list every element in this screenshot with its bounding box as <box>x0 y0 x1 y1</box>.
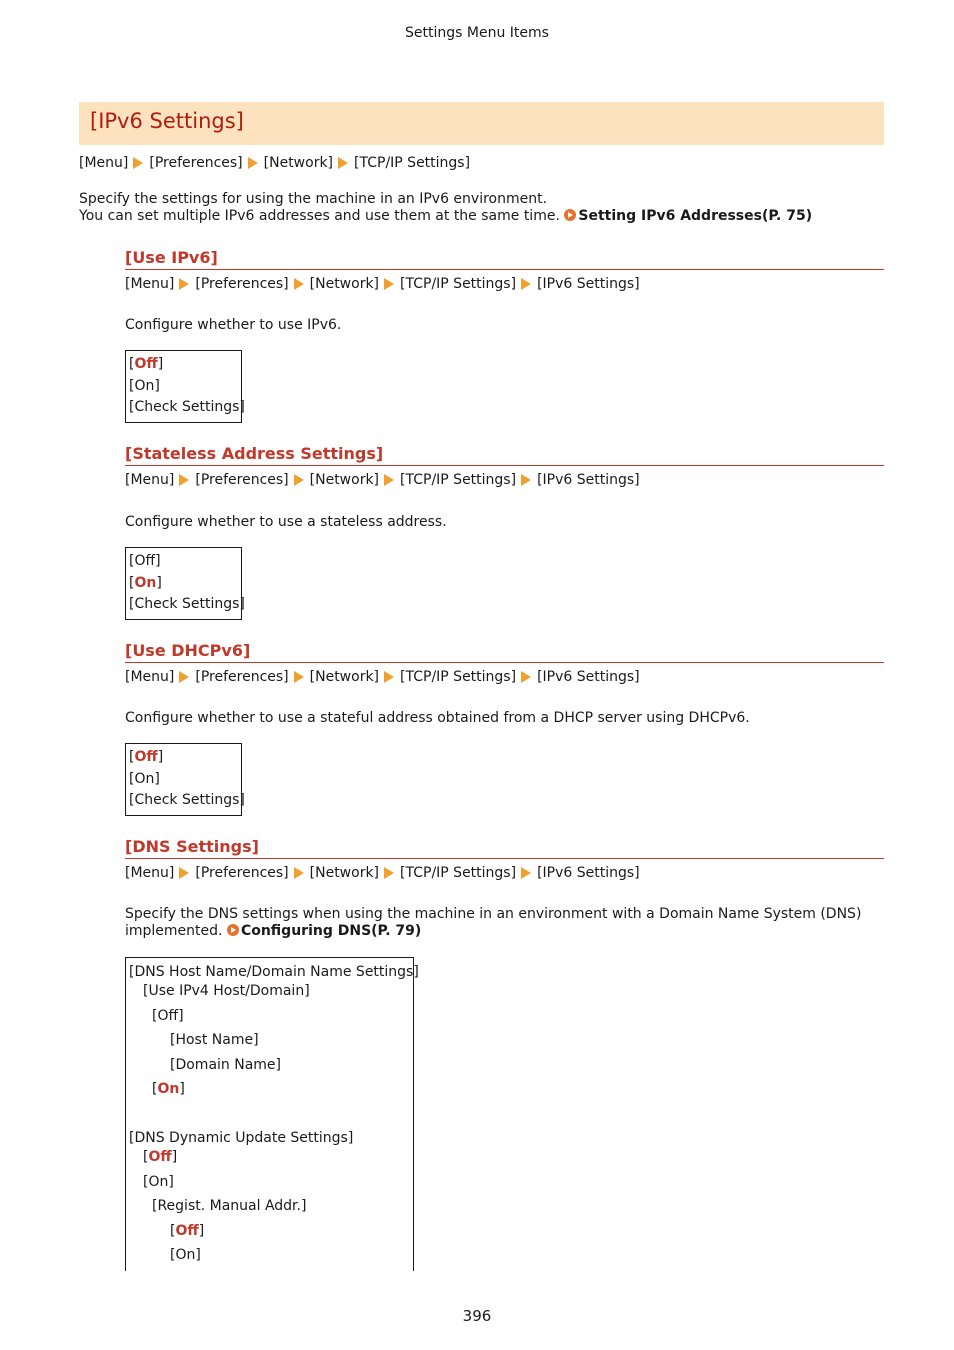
breadcrumb-tcpip: [TCP/IP Settings] <box>400 865 517 881</box>
section-title: [DNS Settings] <box>125 837 259 856</box>
breadcrumb-ipv6: [IPv6 Settings] <box>537 472 640 488</box>
breadcrumb-menu: [Menu] <box>125 276 175 292</box>
section-title: [Use DHCPv6] <box>125 641 251 660</box>
intro-line-2-text: You can set multiple IPv6 addresses and use them at the same time. <box>79 208 560 224</box>
configuring-dns-link[interactable] <box>227 923 421 939</box>
breadcrumb-network: [Network] <box>309 472 380 488</box>
section-title: [Stateless Address Settings] <box>125 444 384 463</box>
option-domain-name: [Domain Name] <box>170 1057 282 1073</box>
breadcrumb-network: [Network] <box>309 669 380 685</box>
breadcrumb-network: [Network] <box>263 155 334 171</box>
dns-dynamic-update-settings: [DNS Dynamic Update Settings] <box>129 1130 354 1146</box>
option-check-settings: [Check Settings] <box>129 792 245 808</box>
setting-ipv6-addresses-link[interactable] <box>564 208 812 224</box>
page-title: [IPv6 Settings] <box>90 109 244 133</box>
option-off-default: [Off] <box>129 356 164 372</box>
option-off: [Off] <box>152 1008 184 1024</box>
breadcrumb-network: [Network] <box>309 276 380 292</box>
options-box <box>125 547 245 620</box>
section-description: Configure whether to use a stateless address. <box>125 514 447 530</box>
option-host-name: [Host Name] <box>170 1032 259 1048</box>
option-off-default: [Off] <box>143 1149 178 1165</box>
section-description <box>125 906 861 940</box>
breadcrumb-arrow-icon <box>521 671 531 683</box>
breadcrumb-tcpip: [TCP/IP Settings] <box>354 155 471 171</box>
running-header: Settings Menu Items <box>405 25 549 41</box>
option-off: [Off] <box>129 553 161 569</box>
regist-manual-addr: [Regist. Manual Addr.] <box>152 1198 307 1214</box>
breadcrumb-preferences: [Preferences] <box>149 155 243 171</box>
breadcrumb-arrow-icon <box>133 157 143 169</box>
breadcrumb-preferences: [Preferences] <box>195 276 289 292</box>
option-off-default: [Off] <box>170 1223 205 1239</box>
section-breadcrumb <box>125 865 640 881</box>
breadcrumb-menu: [Menu] <box>125 669 175 685</box>
option-on: [On] <box>129 770 160 787</box>
option-on: [On] <box>143 1174 174 1190</box>
breadcrumb-arrow-icon <box>294 278 304 290</box>
dns-host-domain-settings: [DNS Host Name/Domain Name Settings] <box>129 964 419 980</box>
use-ipv4-host-domain: [Use IPv4 Host/Domain] <box>143 983 310 999</box>
options-box <box>125 350 245 423</box>
option-on-default: [On] <box>129 574 162 591</box>
breadcrumb-menu: [Menu] <box>125 865 175 881</box>
breadcrumb-preferences: [Preferences] <box>195 865 289 881</box>
breadcrumb-arrow-icon <box>338 157 348 169</box>
intro-paragraph <box>79 191 812 225</box>
breadcrumb <box>79 155 470 171</box>
breadcrumb-arrow-icon <box>294 474 304 486</box>
breadcrumb-tcpip: [TCP/IP Settings] <box>400 276 517 292</box>
breadcrumb-arrow-icon <box>179 671 189 683</box>
default-value: On <box>134 574 157 591</box>
option-on-default: [On] <box>152 1081 185 1097</box>
intro-line-1: Specify the settings for using the machine in an IPv6 environment. <box>79 191 548 207</box>
breadcrumb-arrow-icon <box>384 867 394 879</box>
options-box <box>125 743 245 816</box>
breadcrumb-preferences: [Preferences] <box>195 472 289 488</box>
option-off-default: [Off] <box>129 749 164 765</box>
default-value: On <box>157 1081 180 1097</box>
breadcrumb-ipv6: [IPv6 Settings] <box>537 276 640 292</box>
option-on: [On] <box>129 377 160 394</box>
link-text[interactable]: Setting IPv6 Addresses(P. 75) <box>578 208 813 224</box>
breadcrumb-arrow-icon <box>248 157 258 169</box>
section-breadcrumb <box>125 472 640 488</box>
section-title: [Use IPv6] <box>125 248 218 267</box>
breadcrumb-arrow-icon <box>294 867 304 879</box>
page-number: 396 <box>462 1307 492 1325</box>
breadcrumb-arrow-icon <box>384 278 394 290</box>
option-check-settings: [Check Settings] <box>129 399 245 415</box>
default-value: Off <box>175 1223 199 1239</box>
default-value: Off <box>134 356 158 372</box>
breadcrumb-arrow-icon <box>384 671 394 683</box>
breadcrumb-network: [Network] <box>309 865 380 881</box>
breadcrumb-arrow-icon <box>179 474 189 486</box>
breadcrumb-ipv6: [IPv6 Settings] <box>537 865 640 881</box>
section-heading-dns-settings <box>125 837 884 859</box>
breadcrumb-arrow-icon <box>179 867 189 879</box>
description-line-2 <box>125 923 861 940</box>
option-check-settings: [Check Settings] <box>129 596 245 612</box>
breadcrumb-arrow-icon <box>521 867 531 879</box>
option-on: [On] <box>170 1247 201 1263</box>
breadcrumb-tcpip: [TCP/IP Settings] <box>400 669 517 685</box>
description-line-1: Specify the DNS settings when using the machine in an environment with a Domain Name System (DNS) <box>125 906 862 922</box>
description-text: implemented. <box>125 923 223 939</box>
intro-line-2 <box>79 208 812 225</box>
breadcrumb-menu: [Menu] <box>79 155 129 171</box>
breadcrumb-arrow-icon <box>521 278 531 290</box>
dns-options-box <box>125 957 419 1271</box>
section-heading-stateless-address <box>125 444 884 466</box>
section-breadcrumb <box>125 276 640 292</box>
section-heading-use-ipv6 <box>125 248 884 270</box>
breadcrumb-tcpip: [TCP/IP Settings] <box>400 472 517 488</box>
link-arrow-icon <box>227 924 239 936</box>
section-description: Configure whether to use a stateful address obtained from a DHCP server using DHCPv6. <box>125 710 750 726</box>
section-breadcrumb <box>125 669 640 685</box>
breadcrumb-arrow-icon <box>521 474 531 486</box>
page-title-bar <box>79 102 884 145</box>
breadcrumb-menu: [Menu] <box>125 472 175 488</box>
breadcrumb-ipv6: [IPv6 Settings] <box>537 669 640 685</box>
breadcrumb-arrow-icon <box>179 278 189 290</box>
link-text[interactable]: Configuring DNS(P. 79) <box>240 923 422 939</box>
breadcrumb-preferences: [Preferences] <box>195 669 289 685</box>
link-arrow-icon <box>564 209 576 221</box>
default-value: Off <box>134 749 158 765</box>
section-heading-use-dhcpv6 <box>125 641 884 663</box>
section-description: Configure whether to use IPv6. <box>125 317 342 333</box>
breadcrumb-arrow-icon <box>384 474 394 486</box>
default-value: Off <box>148 1149 172 1165</box>
breadcrumb-arrow-icon <box>294 671 304 683</box>
